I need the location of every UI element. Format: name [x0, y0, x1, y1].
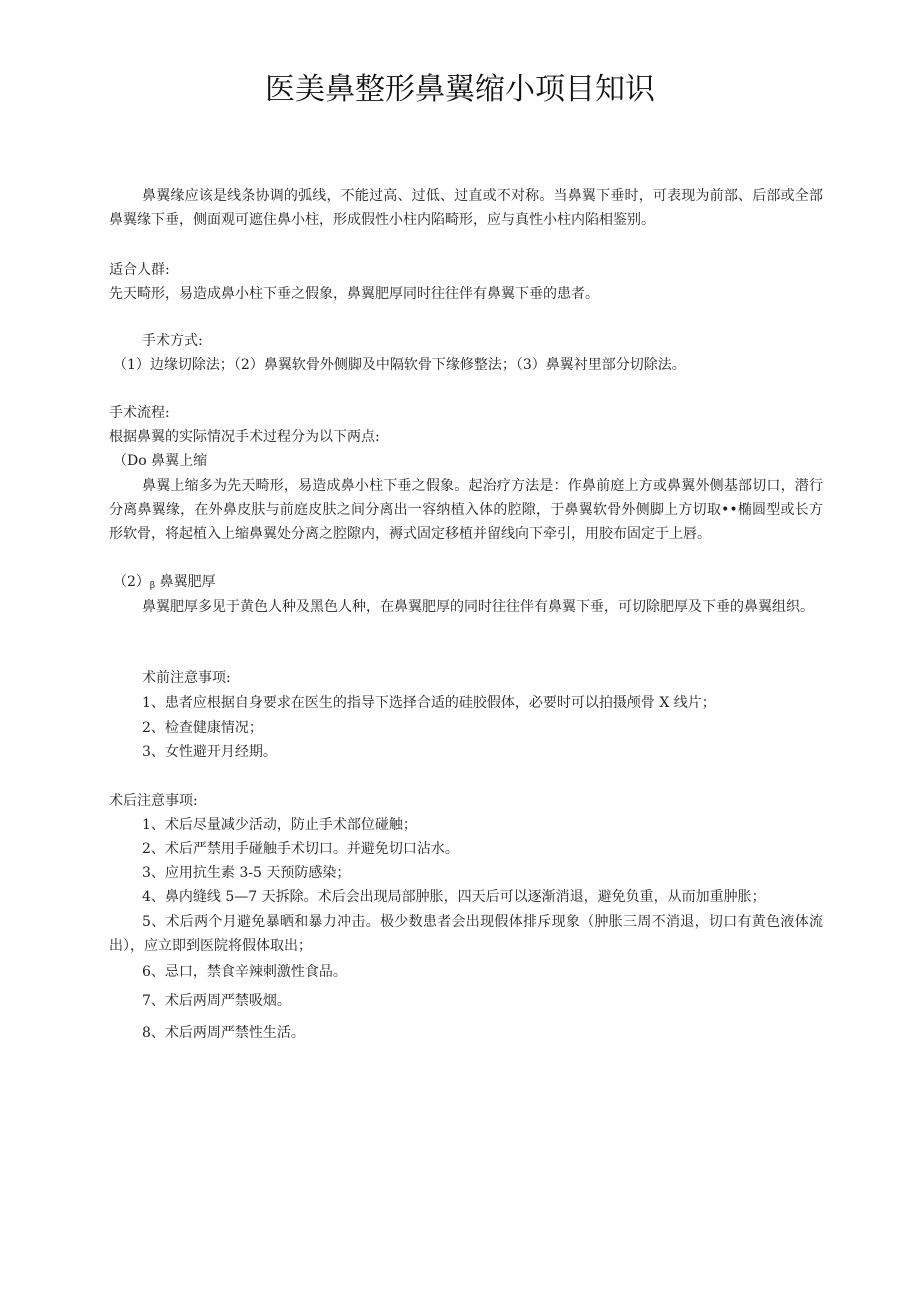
- process-item2-beta: β: [149, 581, 156, 591]
- process-item2-title: [113, 571, 216, 597]
- document-title: 医美鼻整形鼻翼缩小项目知识: [265, 72, 655, 107]
- process-item1-text: 鼻翼上缩多为先天畸形，易造成鼻小柱下垂之假象。起治疗方法是：作鼻前庭上方或鼻翼外侧基部切口，潜行分离鼻翼缘，在外鼻皮肤与前庭皮肤之间分离出一容纳植入体的腔隙，于鼻翼软骨外侧脚上方切取••椭圆型或长方形软骨，将起植入上缩鼻翼处分离之腔隙内，褥式固定移植并留线向下牵引，用胶布固定于上唇。: [109, 478, 823, 542]
- suitable-heading: 适合人群:: [109, 262, 170, 278]
- process-item2-prefix: （2）: [113, 574, 150, 590]
- preop-item: 2、检查健康情况；: [142, 720, 263, 736]
- postop-item-wrapped: 5、术后两个月避免暴晒和暴力冲击。极少数患者会出现假体排斥现象（肿胀三周不消退，切口有黄色液体流出），应立即到医院将假体取出；: [109, 914, 823, 954]
- process-item1-title: （Do 鼻翼上缩: [113, 453, 208, 469]
- preop-item: 3、女性避开月经期。: [142, 744, 277, 760]
- postop-item: 4、鼻内缝线 5—7 天拆除。术后会出现局部肿胀，四天后可以逐渐消退，避免负重，从而加重肿胀；: [142, 889, 766, 905]
- process-item2-label: 鼻翼肥厚: [159, 574, 216, 590]
- process-heading: 手术流程:: [109, 405, 170, 421]
- intro-paragraph: 鼻翼缘应该是线条协调的弧线，不能过高、过低、过直或不对称。当鼻翼下垂时，可表现为前部、后部或全部鼻翼缘下垂，侧面观可遮住鼻小柱，形成假性小柱内陷畸形，应与真性小柱内陷相鉴别。: [109, 188, 823, 228]
- preop-item: 1、患者应根据自身要求在医生的指导下选择合适的硅胶假体，必要时可以拍摄颅骨 X 线片；: [142, 695, 716, 711]
- process-subheading: 根据鼻翼的实际情况手术过程分为以下两点:: [109, 429, 380, 445]
- postop-heading: 术后注意事项:: [109, 793, 198, 809]
- postop-item: 3、应用抗生素 3-5 天预防感染；: [142, 865, 351, 881]
- suitable-text: 先天畸形，易造成鼻小柱下垂之假象，鼻翼肥厚同时往往伴有鼻翼下垂的患者。: [109, 286, 599, 302]
- postop-item: 7、术后两周严禁吸烟。: [142, 993, 291, 1009]
- postop-item: 6、忌口，禁食辛辣刺激性食品。: [142, 964, 347, 980]
- postop-item: 1、术后尽量减少活动，防止手术部位碰触；: [142, 817, 417, 833]
- methods-heading: 手术方式:: [142, 333, 203, 349]
- methods-text: （1）边缘切除法；（2）鼻翼软骨外侧脚及中隔软骨下缘修整法；（3）鼻翼衬里部分切除法。: [113, 357, 686, 373]
- postop-item: 2、术后严禁用手碰触手术切口。并避免切口沾水。: [142, 841, 459, 857]
- postop-item: 8、术后两周严禁性生活。: [142, 1025, 305, 1041]
- process-item2-text: 鼻翼肥厚多见于黄色人种及黑色人种，在鼻翼肥厚的同时往往伴有鼻翼下垂，可切除肥厚及下垂的鼻翼组织。: [142, 599, 814, 615]
- preop-heading: 术前注意事项:: [142, 670, 231, 686]
